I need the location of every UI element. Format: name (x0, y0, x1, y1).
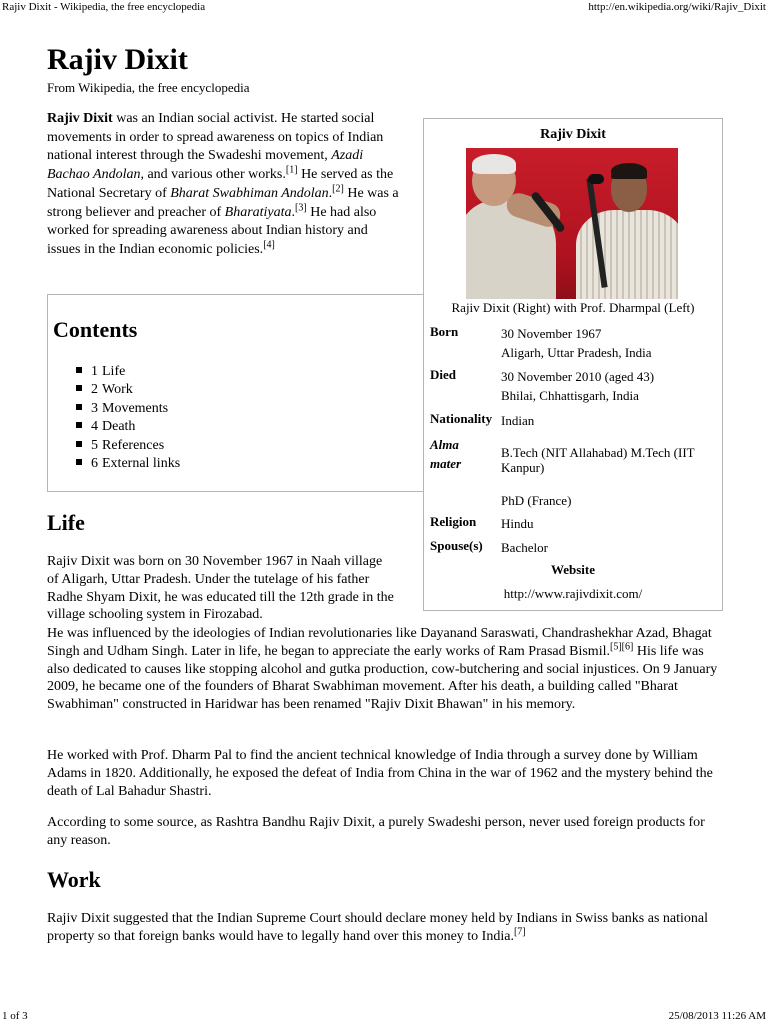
infobox-label-alma-mater: Alma mater (430, 437, 462, 471)
citation-2[interactable]: [2] (332, 183, 344, 195)
infobox-value-died (501, 367, 718, 405)
lead-text-1-tail: , and various other works. (140, 167, 286, 183)
toc-title: Contents (53, 317, 138, 342)
photo-figure-left-hair (472, 154, 516, 174)
citation-6[interactable]: [6] (621, 641, 634, 653)
infobox-caption: Rajiv Dixit (Right) with Prof. Dharmpal (Left) (451, 300, 695, 315)
citation-3[interactable]: [3] (295, 201, 307, 213)
link-bharat-swabhiman-andolan[interactable]: Bharat Swabhiman Andolan (170, 185, 329, 201)
print-header-url[interactable]: http://en.wikipedia.org/wiki/Rajiv_Dixit (588, 1, 766, 13)
toc-item-work[interactable] (76, 381, 180, 399)
lead-text-1: was an Indian social activist. He started social movements in order to spread awareness on topics of Indian national interest through the Swadeshi movement, (47, 111, 384, 164)
toc-item-label: Movements (102, 400, 169, 416)
birth-place[interactable]: Aligarh, Uttar Pradesh, India (501, 345, 652, 360)
toc-item-number: 3 (91, 400, 98, 416)
death-place[interactable]: Bhilai, Chhattisgarh, India (501, 388, 639, 403)
article (47, 42, 722, 944)
bullet-icon (76, 422, 82, 428)
toc-item-external-links[interactable] (76, 455, 180, 473)
citation-5[interactable]: [5] (609, 641, 622, 653)
photo-figure-right (576, 210, 678, 299)
infobox-label-spouse: Spouse(s) (430, 538, 483, 553)
print-page-number: 1 of 3 (2, 1010, 28, 1022)
life-paragraph-3: According to some source, as Rashtra Bandhu Rajiv Dixit, a purely Swadeshi person, never used foreign products for any reason. (47, 815, 705, 848)
print-footer (0, 1009, 768, 1023)
infobox-photo[interactable] (466, 148, 678, 299)
photo-figure-right-hair (611, 163, 647, 179)
infobox (423, 118, 723, 611)
page-title: Rajiv Dixit (47, 43, 188, 76)
birth-date: 30 November 1967 (501, 326, 602, 341)
section-heading-work: Work (47, 867, 101, 892)
toc-item-life[interactable] (76, 363, 180, 381)
toc-item-label: Work (102, 382, 133, 398)
toc-item-references[interactable] (76, 437, 180, 455)
life-paragraph-1-intro: Rajiv Dixit was born on 30 November 1967 in Naah village of Aligarh, Uttar Pradesh. Under the tutelage of his father Radhe Shyam Dixit, he was educated till the 12th grade in the village schooling system in Firozabad. (47, 554, 394, 623)
table-of-contents (47, 294, 425, 492)
microphone-icon (588, 174, 604, 184)
citation-4[interactable]: [4] (263, 239, 275, 251)
infobox-website-link[interactable]: http://www.rajivdixit.com/ (503, 586, 643, 601)
citation-1[interactable]: [1] (285, 164, 298, 176)
infobox-value-alma-mater-phd: PhD (France) (501, 493, 572, 508)
toc-item-number: 1 (91, 364, 98, 379)
work-text: Rajiv Dixit suggested that the Indian Supreme Court should declare money held by Indians in Swiss banks as national property so that foreign banks would have to legally hand over this money to India. (47, 911, 709, 944)
life-text-a: He was influenced by the ideologies of Indian revolutionaries like Dayanand Saraswati, Chandrashekhar Azad, Bhagat Singh and Udham Singh. Later in life, he began to appreciate the early works of Ram Prasad Bismil. (47, 626, 712, 659)
site-subtitle: From Wikipedia, the free encyclopedia (47, 80, 250, 95)
toc-item-label: Life (102, 364, 126, 379)
section-heading-life: Life (47, 510, 85, 535)
infobox-value-spouse: Bachelor (501, 540, 548, 555)
toc-item-death[interactable] (76, 418, 180, 436)
life-paragraph-2: He worked with Prof. Dharm Pal to find the ancient technical knowledge of India through a survey done by William Adams in 1820. Additionally, he exposed the defeat of India from China in the war of 1962 and the mystery behind the death of Lal Bahadur Shastri. (47, 748, 713, 799)
bullet-icon (76, 459, 82, 465)
lead-text-3-tail: . (291, 204, 296, 220)
infobox-website-label: Website (550, 562, 596, 577)
toc-item-number: 5 (91, 437, 98, 453)
toc-item-number: 2 (91, 382, 98, 398)
print-header-title: Rajiv Dixit - Wikipedia, the free encyclopedia (2, 1, 206, 13)
work-paragraph-1 (47, 910, 722, 946)
toc-item-movements[interactable] (76, 400, 180, 418)
infobox-value-born (501, 324, 718, 362)
infobox-label-religion: Religion (430, 514, 477, 529)
bullet-icon (76, 441, 82, 447)
lead-text-3: He was a strong believer and preacher of (47, 185, 399, 220)
life-text-b: His life was also dedicated to causes like stopping alcohol and gutka production, cow-butchering and social injustices. On 9 January 2009, he became one of the founders of Bharat Swabhiman movement. After his death, a building called "Bharat Swabhiman" constructed in Haridwar has been renamed "Rajiv Dixit Bhawan" in his memory. (47, 643, 718, 713)
toc-item-label: References (102, 437, 165, 453)
toc-item-label: Death (102, 419, 136, 435)
lead-subject: Rajiv Dixit (47, 111, 113, 126)
infobox-label-nationality: Nationality (430, 411, 493, 426)
link-bharatiyata[interactable]: Bharatiyata (224, 204, 292, 220)
infobox-value-alma-mater-degrees: B.Tech (NIT Allahabad) M.Tech (IIT Kanpur) (501, 445, 695, 475)
infobox-value-nationality: Indian (501, 413, 535, 428)
bullet-icon (76, 404, 82, 410)
toc-item-number: 4 (91, 419, 98, 435)
bullet-icon (76, 385, 82, 391)
toc-item-number: 6 (91, 456, 98, 472)
lead-text-2-tail: . (328, 185, 333, 201)
bullet-icon (76, 367, 82, 373)
link-azadi-bachao-andolan[interactable]: Azadi Bachao Andolan (47, 148, 364, 183)
life-paragraph-1-continued (47, 625, 722, 714)
infobox-title: Rajiv Dixit (540, 127, 606, 142)
print-timestamp: 25/08/2013 11:26 AM (668, 1010, 766, 1022)
citation-7[interactable]: [7] (513, 926, 526, 938)
toc-list (76, 363, 180, 473)
lead-paragraph (47, 110, 403, 260)
infobox-label-born: Born (430, 324, 459, 339)
toc-item-label: External links (102, 456, 181, 472)
infobox-label-died: Died (430, 367, 456, 382)
infobox-value-religion[interactable]: Hindu (501, 516, 534, 531)
death-date: 30 November 2010 (aged 43) (501, 369, 655, 384)
lead-text-4: He had also worked for spreading awareness about Indian history and issues in the Indian economic policies. (47, 204, 377, 257)
print-header (0, 0, 768, 16)
lead-text-2: He served as the National Secretary of (47, 167, 394, 201)
